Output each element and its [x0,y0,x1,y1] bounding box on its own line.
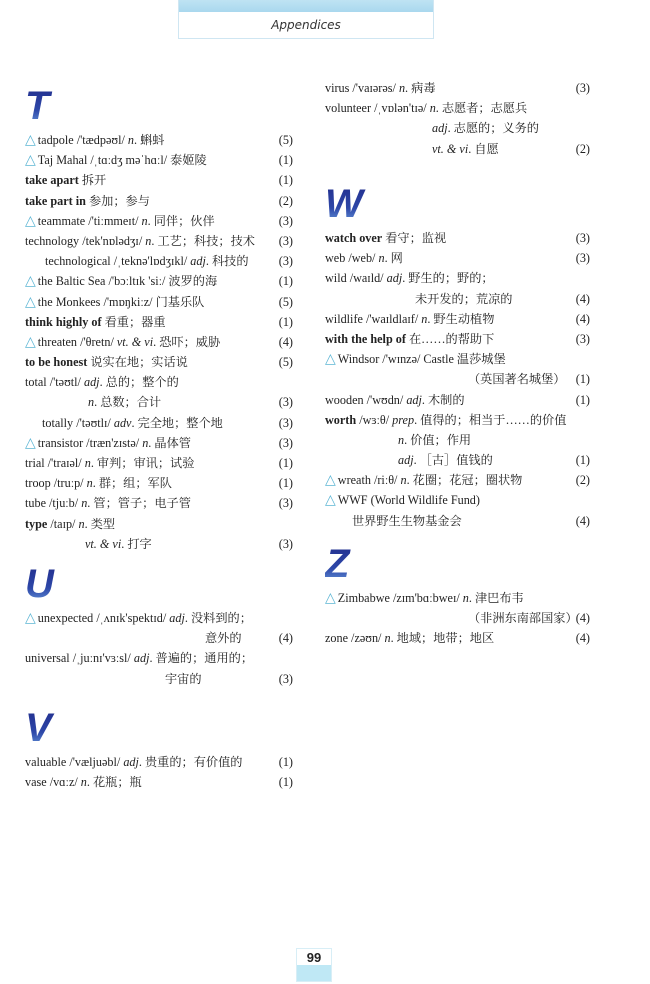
part-of-speech: n [429,101,436,116]
entry-text: . 打字 [121,536,152,551]
part-of-speech: n [378,251,385,266]
entry-text: （英国著名城堡） [468,372,566,387]
glossary-line [25,514,293,534]
entry-text: Windsor /'wɪnzə/ Castle 温莎城堡 [337,352,506,367]
entry-text: wildlife /'waɪldlaɪf/ [325,311,422,326]
unit-number: (4) [575,291,590,306]
glossary-line [325,511,590,531]
entry-text: wreath /riːθ/ [337,473,401,488]
unit-number: (1) [278,173,293,188]
entry-text: Zimbabwe /zɪm'bɑːbweɪ/ [337,591,463,605]
glossary-line [25,534,293,554]
entry-text: . 木制的 [421,392,465,407]
section-letter: T [25,88,293,128]
unit-number: (5) [278,133,293,147]
part-of-speech: adj [169,611,185,625]
entry-text: . 花圈；花冠；圈状物 [406,473,523,488]
triangle-icon: △ [25,153,36,169]
glossary-line [325,490,590,510]
unit-number: (3) [278,233,293,248]
headword: to be honest [25,355,88,370]
part-of-speech: n [81,496,88,511]
entry-text: teammate /'tiːmmeɪt/ [37,213,142,228]
entry-text: totally /'təʊtlɪ/ [42,415,114,430]
glossary-line [25,453,293,473]
triangle-icon: △ [325,352,336,368]
entry-text: 意外的 [205,631,242,646]
entry-text: 参加；参与 [85,193,150,208]
unit-number: (3) [278,395,293,410]
part-of-speech: n [141,213,148,228]
section-letter: W [325,186,590,226]
entry-text: . 总数；合计 [94,395,162,410]
unit-number: (5) [278,294,293,309]
glossary-line [25,772,293,792]
triangle-icon: △ [25,334,36,350]
glossary-line [325,390,590,410]
entry-text: . 同伴；伙伴 [147,213,215,228]
part-of-speech: n [80,775,87,790]
entry-text: tadpole /'tædpəʊl/ [37,133,128,147]
triangle-icon: △ [25,435,36,451]
unit-number: (3) [278,254,293,269]
entry-text: . 自愿 [468,141,499,156]
part-of-speech: adj [133,651,150,666]
unit-number: (1) [278,476,293,491]
page-number [296,948,332,982]
entry-text: . 津巴布韦 [468,591,524,605]
entry-text: technology /tek'nɒlədʒɪ/ [25,233,146,248]
glossary-line [325,289,590,309]
part-of-speech: n [78,516,85,531]
entry-text: 看守；监视 [382,231,447,245]
entry-text: the Baltic Sea /'bɔːltɪk 'siː/ 波罗的海 [37,274,218,289]
glossary-line [325,608,590,628]
glossary-line [25,628,293,648]
part-of-speech: n [142,435,149,450]
glossary-line [325,248,590,268]
unit-number: (2) [575,473,590,488]
triangle-icon: △ [325,591,336,606]
unit-number: (1) [278,153,293,168]
glossary-line [25,493,293,513]
entry-text: . 审判；审讯；试验 [90,456,195,470]
entry-text: . 恐吓；威胁 [153,334,221,349]
entry-text: 拆开 [78,173,107,188]
headword: think highly of [25,314,102,329]
section-letter: Z [325,546,590,586]
glossary-line [325,228,590,248]
glossary-line [25,648,293,668]
entry-text: . 总的；整个的 [99,375,179,390]
glossary-line [25,433,293,453]
entry-text: technological /ˌteknə'lɒdʒɪkl/ [45,254,191,269]
section-z [325,542,590,649]
glossary-line [25,332,293,352]
glossary-line [325,98,590,118]
part-of-speech: adj [406,392,422,407]
section-letter: V [25,710,293,750]
headword: worth [325,412,357,427]
entry-text: . 花瓶；瓶 [86,775,142,790]
glossary-line [325,628,590,648]
unit-number: (3) [278,496,293,511]
section-w [325,182,590,531]
entry-text: . 没料到的； [184,611,252,625]
unit-number: (5) [278,355,293,370]
entry-text: universal /ˌjuːnɪ'vɜːsl/ [25,651,134,666]
right-column [325,78,590,678]
unit-number: (4) [575,631,590,646]
part-of-speech: n [88,395,95,410]
unit-number: (1) [278,456,293,470]
headword: take apart [25,173,79,188]
entry-text: WWF (World Wildlife Fund) [337,493,480,508]
part-of-speech: adv [113,415,132,430]
page-number-bar [297,965,331,981]
triangle-icon: △ [25,274,36,290]
glossary-line [25,211,293,231]
headword: take part in [25,193,86,208]
unit-number: (3) [575,231,590,245]
entry-text: 宇宙的 [165,671,202,686]
entry-text: . 工艺；科技；技术 [151,233,255,248]
entry-text: （非洲东南部国家） [468,611,578,626]
part-of-speech: adj [83,375,100,390]
entry-text: unexpected /ˌʌnɪk'spektɪd/ [37,611,170,625]
left-column [25,84,293,790]
entry-text: . 网 [384,251,403,266]
part-of-speech: adj [398,453,414,468]
entry-text: volunteer /ˌvɒlən'tɪə/ [325,101,430,116]
unit-number: (3) [278,536,293,551]
headword: with the help of [325,331,406,346]
entry-text: . 完全地；整个地 [131,415,223,430]
entry-text: virus /'vaɪərəs/ [325,81,399,95]
entry-text: 未开发的；荒凉的 [415,291,513,306]
entry-text: . 科技的 [205,254,249,269]
unit-number: (3) [278,415,293,430]
glossary-line [325,410,590,430]
glossary-line [25,251,293,271]
part-of-speech: n [398,81,406,95]
unit-number: (4) [575,311,590,326]
glossary-line [325,139,590,159]
glossary-line [25,669,293,689]
entry-text: . 志愿者；志愿兵 [435,101,528,116]
glossary-line [325,329,590,349]
glossary-line [25,473,293,493]
entry-text: 世界野生生物基金会 [352,513,462,528]
entry-text: . 类型 [84,516,116,531]
entry-text: . 普遍的；通用的； [149,651,254,666]
headword: watch over [325,231,383,245]
entry-text: . 贵重的；有价值的 [138,755,243,769]
entry-text: . 晶体管 [148,435,191,450]
glossary-line [25,231,293,251]
unit-number: (4) [278,631,293,646]
entry-text: valuable /'væljuəbl/ [25,755,124,769]
entry-text: vase /vɑːz/ [25,775,81,790]
triangle-icon: △ [25,213,36,229]
unit-number: (4) [575,611,590,626]
entry-text: /wɜːθ/ [356,412,393,427]
glossary-line [25,191,293,211]
entry-text: threaten /'θretn/ [37,334,117,349]
entry-text: total /'təʊtl/ [25,375,84,390]
section-u [25,562,293,689]
entry-text: . ［古］值钱的 [413,453,493,468]
appendix-banner [178,0,434,39]
unit-number: (3) [278,213,293,228]
glossary-line [325,450,590,470]
triangle-icon: △ [25,294,36,310]
entry-text: wooden /'wʊdn/ [325,392,407,407]
entry-text: . 值得的；相当于……的价值 [414,412,567,427]
entry-text: troop /truːp/ [25,476,87,491]
unit-number: (3) [278,671,293,686]
glossary-line [25,752,293,772]
glossary-line [325,588,590,608]
part-of-speech: n [127,133,134,147]
part-of-speech: adj [190,254,206,269]
part-of-speech: prep [392,412,415,427]
part-of-speech: n [84,456,91,470]
unit-number: (1) [575,453,590,468]
unit-number: (2) [575,141,590,156]
entry-text: . 管；管子；电子管 [87,496,191,511]
glossary-line [325,118,590,138]
unit-number: (1) [575,372,590,387]
triangle-icon: △ [325,473,336,489]
part-of-speech: n [145,233,152,248]
unit-number: (4) [278,334,293,349]
unit-number: (3) [278,435,293,450]
entry-text: transistor /træn'zɪstə/ [37,435,143,450]
entry-text: . 蝌蚪 [134,133,165,147]
glossary-line [25,372,293,392]
glossary-line [325,470,590,490]
entry-text: web /web/ [325,251,379,266]
triangle-icon: △ [325,493,336,509]
glossary-line [325,369,590,389]
entry-text: 看重；器重 [101,314,166,329]
glossary-line [25,352,293,372]
triangle-icon: △ [25,611,36,626]
part-of-speech: n [86,476,93,491]
glossary-line [25,413,293,433]
glossary-line [25,130,293,150]
entry-text: 说实在地；实话说 [87,355,188,370]
page-number-text: 99 [306,950,322,965]
glossary-line [325,268,590,288]
section-v [25,706,293,792]
unit-number: (3) [575,81,590,95]
banner-decoration [179,0,433,12]
unit-number: (1) [278,775,293,790]
section-t [25,84,293,554]
glossary-line [325,430,590,450]
entry-text: /taɪp/ [47,516,79,531]
unit-number: (3) [575,331,590,346]
entry-text: trial /'traɪəl/ [25,456,85,470]
entry-text: . 野生的；野的； [402,271,494,286]
entry-text: . 志愿的；义务的 [447,121,539,136]
entry-text: wild /waɪld/ [325,271,387,286]
glossary-line [325,349,590,369]
entry-text: . 价值；作用 [404,432,472,447]
glossary-line [25,392,293,412]
entry-text: . 地域；地带；地区 [390,631,495,646]
entry-text: . 群；组；军队 [92,476,172,491]
glossary-line [25,170,293,190]
unit-number: (1) [278,755,293,769]
part-of-speech: vt. & vi [85,536,122,551]
glossary-line [325,78,590,98]
glossary-line [25,312,293,332]
entry-text: Taj Mahal /ˌtɑːdʒ məˈhɑːl/ 泰姬陵 [37,153,207,168]
part-of-speech: n [384,631,391,646]
section-title: Appendices [271,18,341,32]
entry-text: 在……的帮助下 [405,331,495,346]
part-of-speech: adj [123,755,139,769]
entry-text: . 病毒 [405,81,436,95]
triangle-icon: △ [25,133,36,148]
entry-text: . 野生动植物 [427,311,495,326]
glossary-line [25,608,293,628]
glossary-line [25,150,293,170]
unit-number: (1) [575,392,590,407]
part-of-speech: adj [386,271,403,286]
part-of-speech: adj [432,121,448,136]
part-of-speech: vt. & vi [432,141,469,156]
unit-number: (3) [575,251,590,266]
glossary-line [325,309,590,329]
section-letter: U [25,566,293,606]
unit-number: (2) [278,193,293,208]
section-v-cont [325,78,590,159]
part-of-speech: n [400,473,407,488]
unit-number: (1) [278,314,293,329]
part-of-speech: n [462,591,469,605]
glossary-line [25,292,293,312]
entry-text: tube /tjuːb/ [25,496,82,511]
part-of-speech: vt. & vi [116,334,154,349]
glossary-line [25,271,293,291]
headword: type [25,516,48,531]
part-of-speech: n [398,432,405,447]
entry-text: the Monkees /'mɒŋkiːz/ 门基乐队 [37,294,205,309]
entry-text: zone /zəʊn/ [325,631,385,646]
part-of-speech: n [421,311,428,326]
unit-number: (4) [575,513,590,528]
unit-number: (1) [278,274,293,289]
